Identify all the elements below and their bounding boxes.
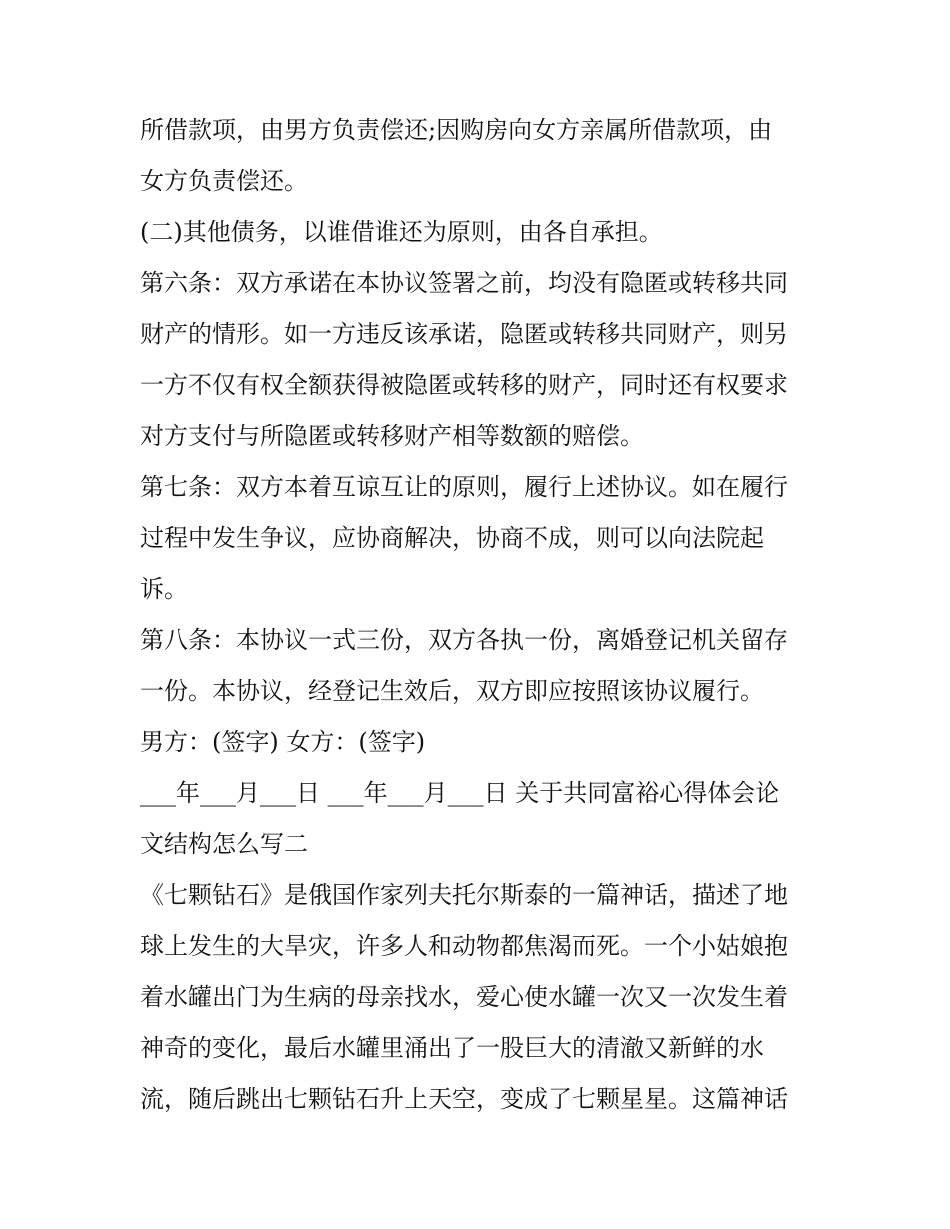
date-line: ___年___月___日 ___年___月___日 关于共同富裕心得体会论: [140, 779, 780, 807]
text-line: 球上发生的大旱灾，许多人和动物都焦渴而死。一个小姑娘抱: [140, 932, 788, 960]
text-line: 女方负责偿还。: [140, 167, 308, 195]
section-heading: 文结构怎么写二: [140, 830, 308, 858]
text-line: 过程中发生争议，应协商解决，协商不成，则可以向法院起: [140, 524, 764, 552]
text-line: 一份。本协议，经登记生效后，双方即应按照该协议履行。: [140, 677, 764, 705]
text-line: 流，随后跳出七颗钻石升上天空，变成了七颗星星。这篇神话: [140, 1085, 788, 1113]
text-line: 财产的情形。如一方违反该承诺，隐匿或转移共同财产，则另: [140, 320, 788, 348]
text-line: 诉。: [140, 575, 188, 603]
document-body: [140, 105, 820, 1125]
text-line: 第六条：双方承诺在本协议签署之前，均没有隐匿或转移共同: [140, 269, 788, 297]
text-line: 第七条：双方本着互谅互让的原则，履行上述协议。如在履行: [140, 473, 788, 501]
text-line: 一方不仅有权全额获得被隐匿或转移的财产，同时还有权要求: [140, 371, 788, 399]
text-line: 第八条：本协议一式三份，双方各执一份，离婚登记机关留存: [140, 626, 788, 654]
text-line: 所借款项，由男方负责偿还;因购房向女方亲属所借款项，由: [140, 116, 773, 144]
text-line: 着水罐出门为生病的母亲找水，爱心使水罐一次又一次发生着: [140, 983, 788, 1011]
text-line: 《七颗钻石》是俄国作家列夫托尔斯泰的一篇神话，描述了地: [140, 881, 788, 909]
text-line: (二)其他债务，以谁借谁还为原则，由各自承担。: [140, 218, 663, 246]
text-line: 神奇的变化，最后水罐里涌出了一股巨大的清澈又新鲜的水: [140, 1034, 764, 1062]
text-line: 对方支付与所隐匿或转移财产相等数额的赔偿。: [140, 422, 644, 450]
signature-line: 男方：(签字) 女方：(签字): [140, 728, 426, 756]
